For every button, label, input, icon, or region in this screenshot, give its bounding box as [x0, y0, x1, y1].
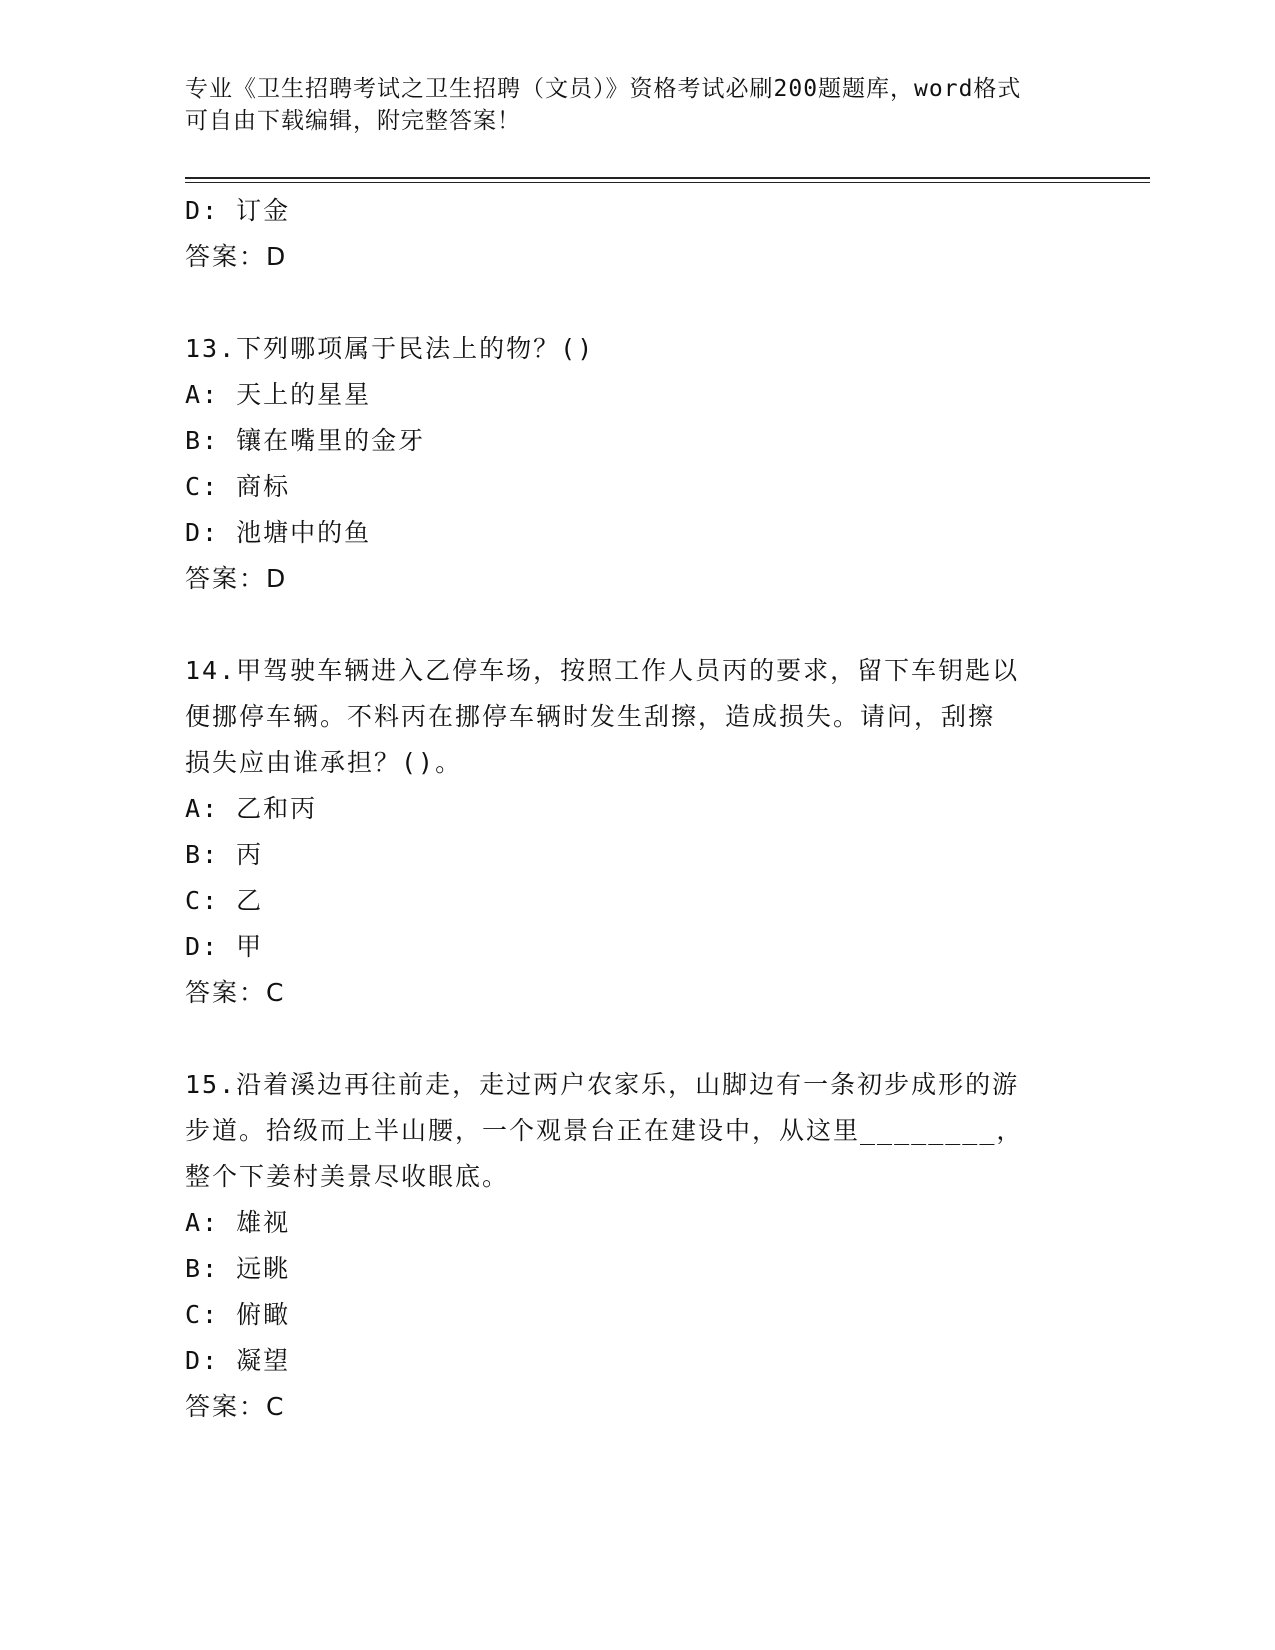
- option-a: A: 雄视: [185, 1208, 291, 1237]
- header-line-2: 可自由下载编辑，附完整答案！: [185, 108, 521, 134]
- spacer: [185, 280, 1085, 326]
- option-c: C: 俯瞰: [185, 1300, 291, 1329]
- header-line-1: 专业《卫生招聘考试之卫生招聘（文员）》资格考试必刷200题题库，word格式: [185, 76, 1022, 102]
- question-15: [185, 1062, 1085, 1430]
- answer: 答案：C: [185, 978, 286, 1007]
- question-stem-line-2: 便挪停车辆。不料丙在挪停车辆时发生刮擦，造成损失。请问，刮擦: [185, 702, 996, 731]
- option-c: C: 乙: [185, 886, 264, 915]
- question-13: [185, 326, 1085, 602]
- spacer: [185, 1016, 1085, 1062]
- question-14: [185, 648, 1085, 1016]
- option-b: B: 镶在嘴里的金牙: [185, 426, 426, 455]
- option-c: C: 商标: [185, 472, 291, 501]
- option-a: A: 天上的星星: [185, 380, 372, 409]
- header-divider-thin: [185, 182, 1150, 183]
- question-list: [185, 188, 1085, 1430]
- prev-answer: 答案：D: [185, 242, 288, 271]
- question-stem-line-2: 步道。拾级而上半山腰，一个观景台正在建设中，从这里________，: [185, 1116, 1024, 1145]
- option-a: A: 乙和丙: [185, 794, 318, 823]
- document-header: [185, 73, 1065, 137]
- question-stem-line-3: 整个下姜村美景尽收眼底。: [185, 1162, 510, 1191]
- option-d: D: 凝望: [185, 1346, 291, 1375]
- answer: 答案：C: [185, 1392, 286, 1421]
- option-b: B: 远眺: [185, 1254, 291, 1283]
- question-stem-line-1: 14.甲驾驶车辆进入乙停车场，按照工作人员丙的要求，留下车钥匙以: [185, 656, 1020, 685]
- option-d: D: 甲: [185, 932, 264, 961]
- answer: 答案：D: [185, 564, 288, 593]
- question-stem: 13.下列哪项属于民法上的物？(): [185, 334, 595, 363]
- spacer: [185, 602, 1085, 648]
- question-stem-line-1: 15.沿着溪边再往前走，走过两户农家乐，山脚边有一条初步成形的游: [185, 1070, 1020, 1099]
- question-stem-line-3: 损失应由谁承担？()。: [185, 748, 463, 777]
- option-d: D: 池塘中的鱼: [185, 518, 372, 547]
- option-b: B: 丙: [185, 840, 264, 869]
- prev-option-d: D: 订金: [185, 196, 291, 225]
- header-divider-thick: [185, 177, 1150, 179]
